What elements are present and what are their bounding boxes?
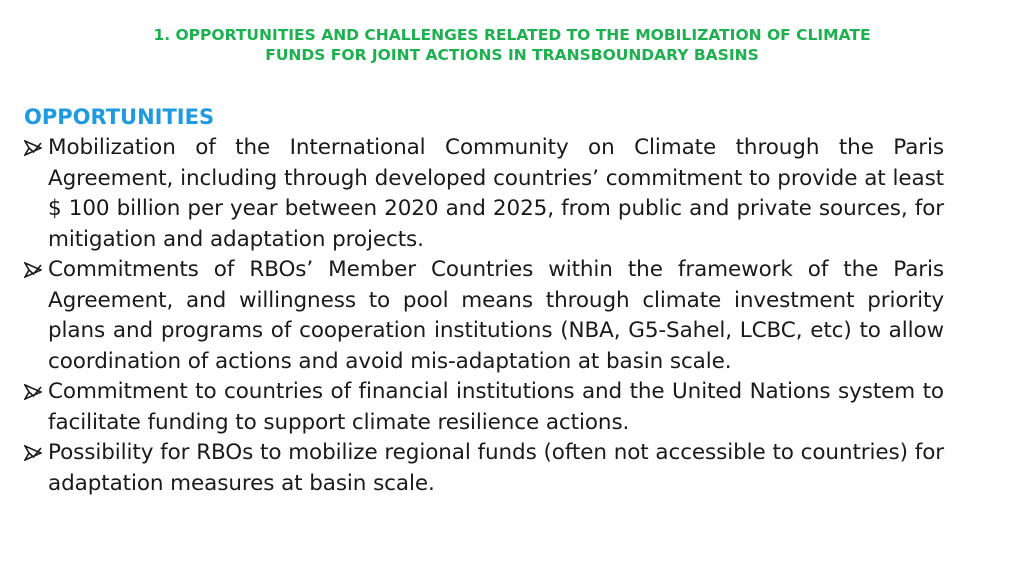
bullet-text: Mobilization of the International Community on Climate through the Paris Agreement, including through developed countries’ commitment to provide at least $ 100 billion per year between 2020 and 2025, from public and private sources, for mitigation and adaptation projects. — [48, 135, 944, 252]
list-item — [24, 255, 944, 377]
opportunities-list — [24, 133, 944, 499]
list-item — [24, 438, 944, 499]
bullet-text: Commitments of RBOs’ Member Countries within the framework of the Paris Agreement, and willingness to pool means through climate investment priority plans and programs of cooperation institutions (NBA, G5-Sahel, LCBC, etc) to allow coordination of actions and avoid mis-adaptation at basin scale. — [48, 257, 944, 374]
bullet-text: Commitment to countries of financial institutions and the United Nations system to facilitate funding to support climate resilience actions. — [48, 379, 944, 435]
slide-title-line-2: FUNDS FOR JOINT ACTIONS IN TRANSBOUNDARY BASINS — [265, 46, 759, 64]
list-item — [24, 377, 944, 438]
arrowhead-check-icon — [24, 133, 48, 164]
arrowhead-check-icon — [24, 438, 48, 469]
list-item — [24, 133, 944, 255]
section-heading-opportunities: OPPORTUNITIES — [24, 105, 215, 129]
arrowhead-check-icon — [24, 255, 48, 286]
slide-title — [60, 25, 964, 65]
slide-title-line-1: 1. OPPORTUNITIES AND CHALLENGES RELATED TO THE MOBILIZATION OF CLIMATE — [153, 26, 871, 44]
bullet-text: Possibility for RBOs to mobilize regional funds (often not accessible to countries) for adaptation measures at basin scale. — [48, 440, 944, 496]
arrowhead-check-icon — [24, 377, 48, 408]
